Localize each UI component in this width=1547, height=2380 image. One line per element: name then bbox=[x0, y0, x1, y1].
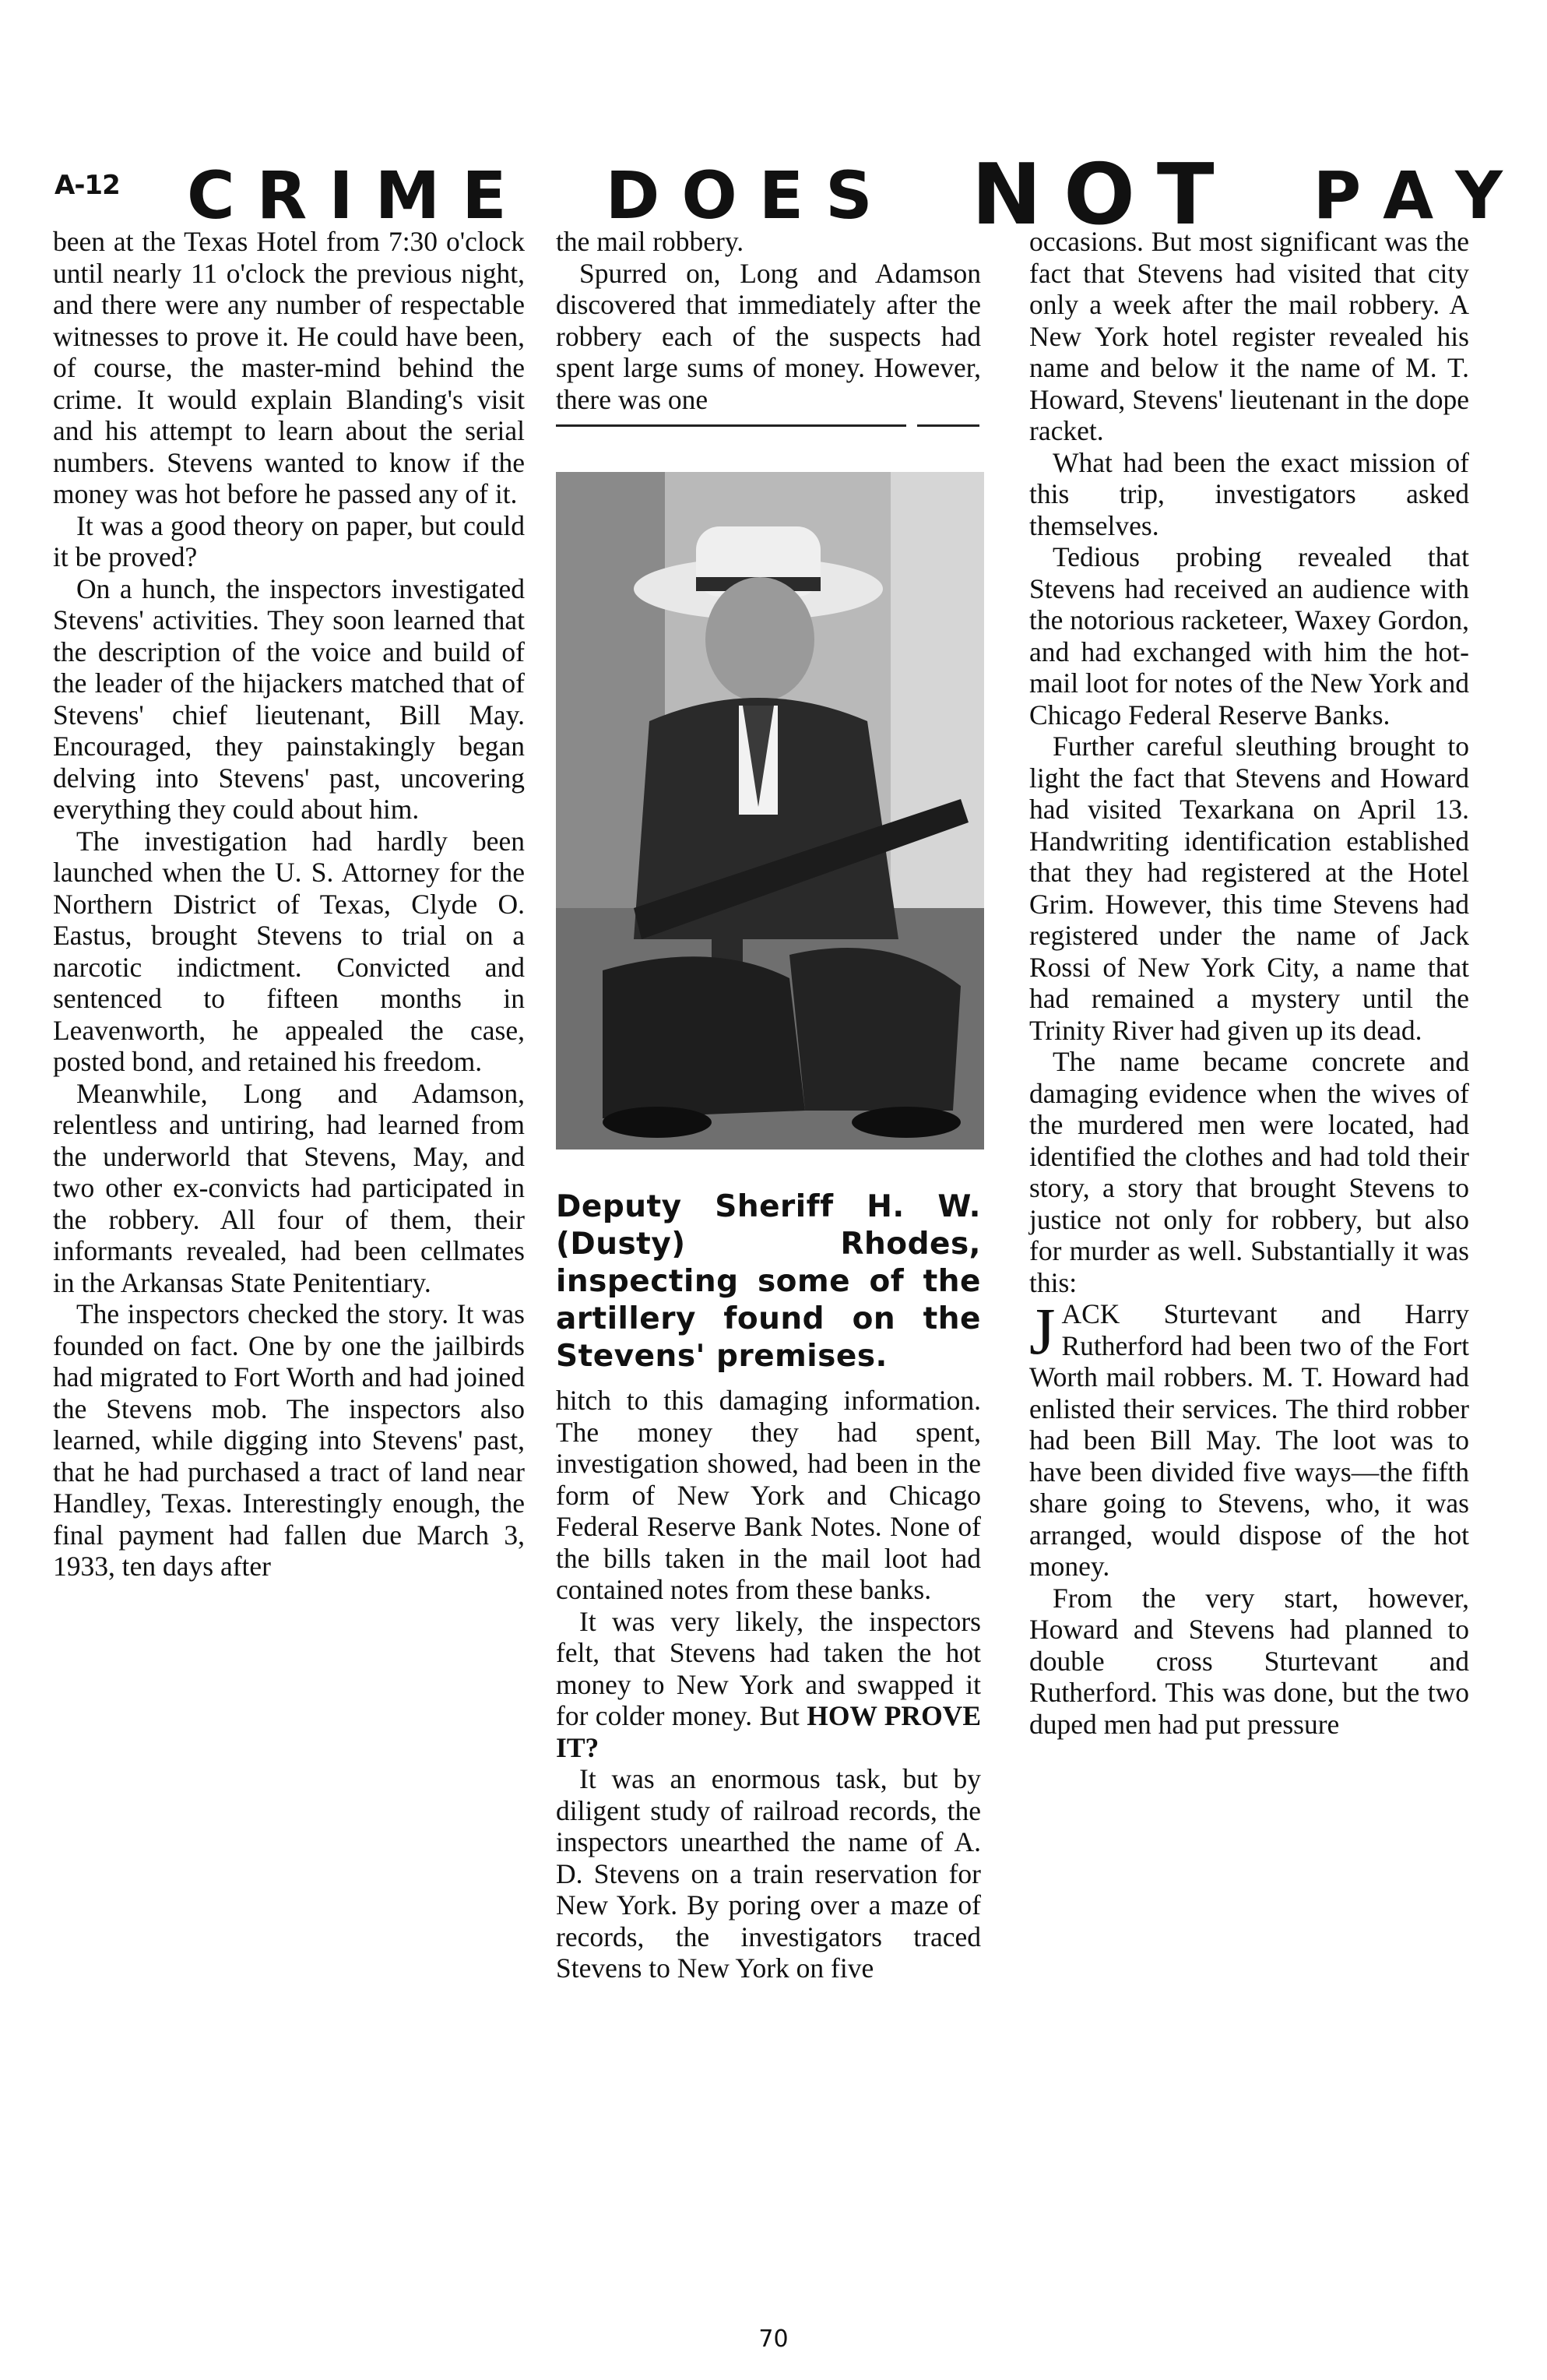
deputy-sheriff-photo bbox=[556, 472, 984, 1150]
bold-question: HOW PROVE IT? bbox=[556, 1700, 982, 1763]
page-number: 70 bbox=[758, 2325, 789, 2353]
masthead-letter: T bbox=[1156, 146, 1215, 244]
masthead-letter: C bbox=[187, 157, 235, 234]
paragraph: Spurred on, Long and Adamson discovered that immediately after the robbery each of the suspects had spent large sums of money. However, there was one bbox=[556, 257, 981, 415]
column-3 bbox=[1029, 226, 1469, 1740]
paragraph: It was an enormous task, but by diligent study of railroad records, the inspectors unearthed the name of A. D. Stevens on a train reservation for New York. By poring over a maze of records, the investigators traced Stevens to New York on five bbox=[556, 1763, 981, 1984]
paragraph: Tedious probing revealed that Stevens had received an audience with the notorious racketeer, Waxey Gordon, and had exchanged with him the hot-mail loot for notes of the New York and Chicago Federal Reserve Banks. bbox=[1029, 541, 1469, 731]
masthead-letter: N bbox=[971, 146, 1042, 244]
paragraph: On a hunch, the inspectors investigated Stevens' activities. They soon learned that the description of the voice and build of the leader of the hijackers matched that of Stevens' chief lieutenant, Bill May. Encouraged, they painstakingly began delving into Stevens' past, uncovering everything they could about him. bbox=[53, 572, 525, 825]
photo-illustration bbox=[556, 472, 984, 1150]
masthead-letter: D bbox=[605, 157, 660, 234]
masthead-word-pay bbox=[1313, 157, 1503, 234]
masthead-letter: S bbox=[825, 157, 873, 234]
masthead-letter: E bbox=[462, 157, 507, 234]
drop-cap: J bbox=[1029, 1294, 1056, 1368]
paragraph: It was a good theory on paper, but could it be proved? bbox=[53, 509, 525, 572]
masthead-letter: R bbox=[256, 157, 308, 234]
paragraph bbox=[1029, 1294, 1469, 1583]
masthead-word-crime bbox=[187, 157, 507, 234]
masthead-letter: M bbox=[374, 157, 441, 234]
masthead-letter: O bbox=[681, 157, 737, 234]
paragraph: the mail robbery. bbox=[556, 226, 744, 257]
masthead-letter: Y bbox=[1455, 157, 1503, 234]
column-2 bbox=[556, 226, 981, 1984]
paragraph-text: ACK Sturtevant and Harry Rutherford had been two of the Fort Worth mail robbers. M. T. Howard had enlisted their services. The third robber had been Bill May. The loot was to have been divided five ways—the fifth share going to Stevens, who, it was arranged, would dispose of the hot money. bbox=[1029, 1298, 1469, 1582]
paragraph: The name became concrete and damaging evidence when the wives of the murdered men were located, had identified the clothes and had told their story, a story that brought Stevens to justice not only for robbery, but also for murder as well. Substantially it was this: bbox=[1029, 1046, 1469, 1298]
masthead-letter: O bbox=[1064, 146, 1135, 244]
paragraph-text: It was very likely, the inspectors felt, that Stevens had taken the hot money to New York and swapped it for colder money. But bbox=[556, 1605, 981, 1731]
masthead-letter: I bbox=[329, 157, 353, 234]
paragraph bbox=[556, 1606, 981, 1764]
masthead-letter: A bbox=[1383, 157, 1434, 234]
column-1 bbox=[53, 226, 525, 1583]
paragraph: The inspectors checked the story. It was founded on fact. One by one the jailbirds had migrated to Fort Worth and had joined the Stevens mob. The inspectors also learned, while digging into Stevens' past, that he had purchased a tract of land near Handley, Texas. Interestingly enough, the final payment had fallen due March 3, 1933, ten days after bbox=[53, 1298, 525, 1582]
paragraph: been at the Texas Hotel from 7:30 o'clock until nearly 11 o'clock the previous night, and there were any number of respectable witnesses to prove it. He could have been, of course, the master-mind behind the crime. It would explain Blanding's visit and his attempt to learn about the serial numbers. Stevens wanted to know if the money was hot before he passed any of it. bbox=[53, 226, 525, 509]
paragraph: Meanwhile, Long and Adamson, relentless and untiring, had learned from the underworld that Stevens, May, and two other ex-convicts had participated in the robbery. All four of them, their informants revealed, had been cellmates in the Arkansas State Penitentiary. bbox=[53, 1077, 525, 1298]
section-code: A-12 bbox=[54, 170, 120, 201]
paragraph: Further careful sleuthing brought to light the fact that Stevens and Howard had visited Texarkana on April 13. Handwriting identification established that they had registered at the Hotel Grim. However, this time Stevens had registered under the name of Jack Rossi of New York City, a name that had remained a mystery until the Trinity River had given up its dead. bbox=[1029, 731, 1469, 1046]
paragraph: occasions. But most significant was the fact that Stevens had visited that city only a week after the mail robbery. A New York hotel register revealed his name and below it the name of M. T. Howard, Stevens' lieutenant in the dope racket. bbox=[1029, 226, 1469, 446]
paragraph: hitch to this damaging information. The money they had spent, investigation showed, had been in the form of New York and Chicago Federal Reserve Bank Notes. None of the bills taken in the mail loot had contained notes from these banks. bbox=[556, 1385, 981, 1605]
masthead-letter: E bbox=[758, 157, 804, 234]
paragraph: What had been the exact mission of this trip, investigators asked themselves. bbox=[1029, 446, 1469, 541]
paragraph: The investigation had hardly been launched when the U. S. Attorney for the Northern District of Texas, Clyde O. Eastus, brought Stevens to trial on a narcotic indictment. Convicted and sentenced to fifteen months in Leavenworth, he appealed the case, posted bond, and retained his freedom. bbox=[53, 825, 525, 1077]
column-break-rule bbox=[556, 424, 981, 427]
photo-caption: Deputy Sheriff H. W. (Dusty) Rhodes, inspecting some of the artillery found on the Stevens' premises. bbox=[556, 1189, 981, 1374]
masthead-letter: P bbox=[1313, 157, 1362, 234]
paragraph: From the very start, however, Howard and Stevens had planned to double cross Sturtevant and Rutherford. This was done, but the two duped men had put pressure bbox=[1029, 1582, 1469, 1740]
masthead-word-does bbox=[606, 157, 873, 234]
